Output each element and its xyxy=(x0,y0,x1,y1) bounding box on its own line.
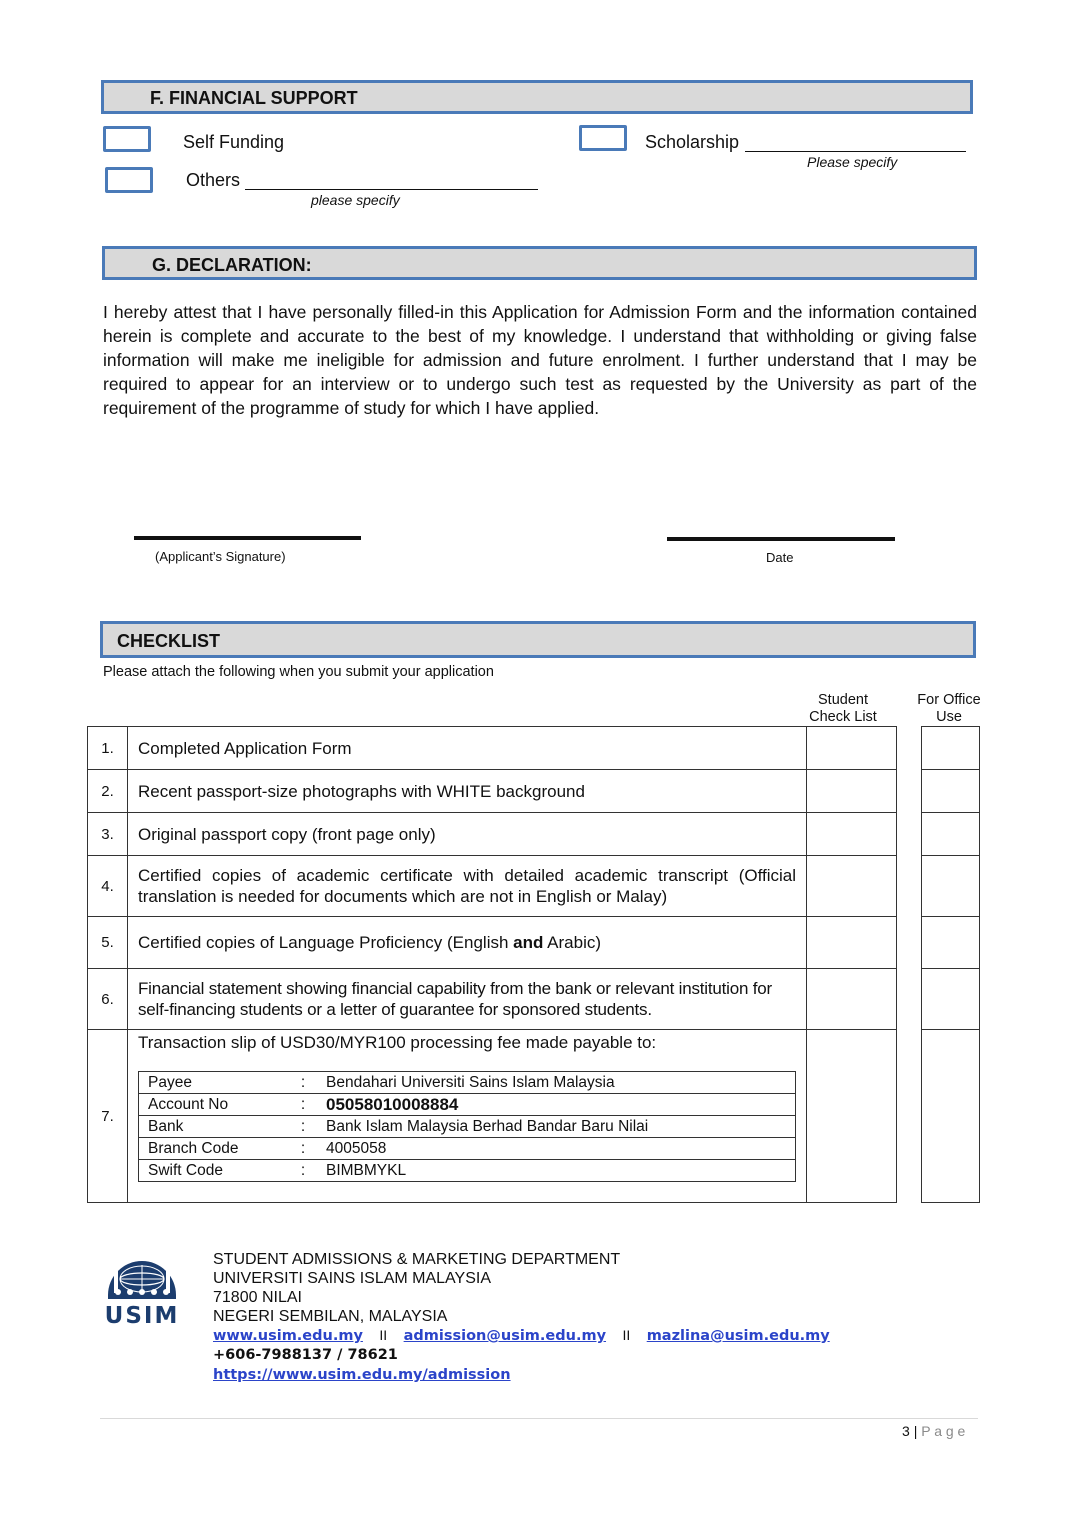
office-col-line2: Use xyxy=(936,709,962,725)
bank-row-payee: Payee : Bendahari Universiti Sains Islam Malaysia xyxy=(139,1072,796,1094)
website-link[interactable]: www.usim.edu.my xyxy=(213,1328,363,1344)
table-row xyxy=(88,969,980,1030)
footer-university: UNIVERSITI SAINS ISLAM MALAYSIA xyxy=(213,1270,491,1287)
office-use-cell xyxy=(922,770,980,813)
office-use-col-header xyxy=(906,692,992,726)
signature-label: (Applicant’s Signature) xyxy=(155,549,286,564)
item-text: Certified copies of Language Proficiency (English and Arabic) xyxy=(128,917,807,969)
bank-row-swift: Swift Code : BIMBMYKL xyxy=(139,1160,796,1182)
table-row xyxy=(88,856,980,917)
item-number: 3. xyxy=(88,813,128,856)
bank-row-bank: Bank : Bank Islam Malaysia Berhad Bandar Baru Nilai xyxy=(139,1116,796,1138)
student-check-cell[interactable] xyxy=(807,813,897,856)
footer-department: STUDENT ADMISSIONS & MARKETING DEPARTMENT xyxy=(213,1251,621,1268)
date-line[interactable] xyxy=(667,537,895,541)
item-text: Completed Application Form xyxy=(128,727,807,770)
page-number-value: 3 xyxy=(902,1423,910,1439)
footer-state: NEGERI SEMBILAN, MALAYSIA xyxy=(213,1308,448,1325)
admission-email-link[interactable]: admission@usim.edu.my xyxy=(403,1328,607,1344)
office-use-cell xyxy=(922,856,980,917)
declaration-header xyxy=(102,246,977,280)
student-check-cell[interactable] xyxy=(807,727,897,770)
item-number: 5. xyxy=(88,917,128,969)
office-use-cell xyxy=(922,969,980,1030)
self-funding-checkbox[interactable] xyxy=(103,126,151,152)
office-use-cell xyxy=(922,917,980,969)
others-specify-field[interactable] xyxy=(245,189,538,190)
admission-page-link[interactable]: https://www.usim.edu.my/admission xyxy=(213,1367,511,1383)
bank-row-branch: Branch Code : 4005058 xyxy=(139,1138,796,1160)
item-number: 6. xyxy=(88,969,128,1030)
item-text: Transaction slip of USD30/MYR100 processing fee made payable to: xyxy=(138,1033,657,1052)
office-use-cell xyxy=(922,1030,980,1203)
item-text: Original passport copy (front page only) xyxy=(128,813,807,856)
item-number: 4. xyxy=(88,856,128,917)
table-row xyxy=(88,917,980,969)
link-separator: II xyxy=(622,1327,631,1343)
footer-phone: +606-7988137 / 78621 xyxy=(213,1347,398,1363)
self-funding-label: Self Funding xyxy=(183,132,285,152)
office-use-cell xyxy=(922,727,980,770)
financial-support-title: F. FINANCIAL SUPPORT xyxy=(150,88,358,108)
table-row xyxy=(88,727,980,770)
others-checkbox[interactable] xyxy=(105,167,153,193)
student-checklist-col-header xyxy=(800,692,886,726)
student-check-cell[interactable] xyxy=(807,770,897,813)
scholarship-specify-hint: Please specify xyxy=(807,154,898,170)
item-text: Certified copies of academic certificate with detailed academic transcript (Official translation is needed for documents which are not in English or Malay) xyxy=(128,856,807,917)
usim-logo xyxy=(102,1243,182,1333)
item-number: 2. xyxy=(88,770,128,813)
scholarship-label: Scholarship xyxy=(645,132,740,152)
item-number: 1. xyxy=(88,727,128,770)
table-row xyxy=(88,1030,980,1203)
checklist-title: CHECKLIST xyxy=(117,631,220,651)
student-check-cell[interactable] xyxy=(807,917,897,969)
student-check-cell[interactable] xyxy=(807,856,897,917)
page-label: P a g e xyxy=(921,1423,966,1439)
student-col-line2: Check List xyxy=(809,709,877,725)
signature-line[interactable] xyxy=(134,536,361,540)
usim-logo-text: USIM xyxy=(104,1303,180,1329)
link-separator: II xyxy=(379,1327,388,1343)
others-label: Others xyxy=(186,170,241,190)
page-footer-divider xyxy=(100,1418,978,1419)
others-specify-hint: please specify xyxy=(311,192,400,208)
footer-admission-url xyxy=(213,1366,511,1384)
table-row xyxy=(88,813,980,856)
checklist-header xyxy=(100,621,976,658)
item-text: Recent passport-size photographs with WHITE background xyxy=(128,770,807,813)
item-payment xyxy=(128,1030,807,1203)
table-row xyxy=(88,770,980,813)
bank-row-account: Account No : 05058010008884 xyxy=(139,1094,796,1116)
declaration-title: G. DECLARATION: xyxy=(152,255,312,275)
office-use-cell xyxy=(922,813,980,856)
page-number xyxy=(902,1423,965,1439)
footer-postcode: 71800 NILAI xyxy=(213,1289,302,1306)
checklist-table xyxy=(87,726,980,1203)
checklist-instruction: Please attach the following when you submit your application xyxy=(103,664,494,680)
student-check-cell[interactable] xyxy=(807,1030,897,1203)
declaration-text: I hereby attest that I have personally filled-in this Application for Admission Form and the information contained herein is complete and accurate to the best of my knowledge. I understand that withholding or giving false information will make me ineligible for admission and future enrolment. I further understand that I may be required to appear for an interview or to undergo such test as requested by the University as part of the requirement of the programme of study for which I have applied. xyxy=(103,302,977,418)
student-check-cell[interactable] xyxy=(807,969,897,1030)
page-number-bar: | xyxy=(913,1423,918,1439)
date-label: Date xyxy=(766,550,794,565)
mazlina-email-link[interactable]: mazlina@usim.edu.my xyxy=(646,1328,830,1344)
item-number: 7. xyxy=(88,1030,128,1203)
bank-details-table xyxy=(138,1071,796,1182)
financial-support-header xyxy=(101,80,973,114)
scholarship-checkbox[interactable] xyxy=(579,125,627,151)
scholarship-specify-field[interactable] xyxy=(745,151,966,152)
item-text: Financial statement showing financial capability from the bank or relevant institution for self-financing students or a letter of guarantee for sponsored students. xyxy=(128,969,807,1030)
footer-links xyxy=(213,1327,830,1345)
student-col-line1: Student xyxy=(818,692,868,708)
office-col-line1: For Office xyxy=(917,692,981,708)
